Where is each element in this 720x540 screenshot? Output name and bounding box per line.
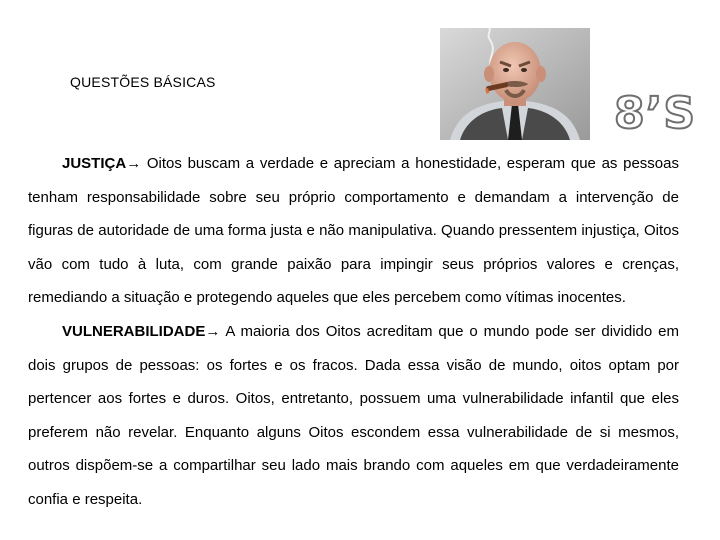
paragraph-text: Oitos buscam a verdade e apreciam a honestidade, esperam que as pessoas tenham responsabilidade sobre seu próprio comportamento e demandam a intervenção de figuras de autoridade de uma forma justa e não manipulativa. Quando pressentem injustiça, Oitos vão com tudo à luta, com grande paixão para impingir seus próprios valores e crenças, remediando a situação e protegendo aqueles que eles percebem como vítimas inocentes. [28,155,679,307]
arrow-icon: → [205,322,221,340]
paragraph-vulnerabilidade [28,315,679,517]
photo-illustration [440,28,590,140]
body-text [28,147,679,517]
paragraph-text: A maioria dos Oitos acreditam que o mundo pode ser dividido em dois grupos de pessoas: os fortes e os fracos. Dada essa visão de mundo, oitos optam por pertencer aos fortes e duros. Oitos, entretanto, possuem uma vulnerabilidade infantil que eles preferem não revelar. Enquanto alguns Oitos escondem essa vulnerabilidade de si mesmos, outros dispõem-se a compartilhar seu lado mais brando com aqueles em que verdadeiramente confia e respeita. [28,322,679,508]
section-heading: QUESTÕES BÁSICAS [70,74,216,90]
paragraph-justica [28,147,679,315]
arrow-icon: → [126,155,142,172]
man-with-cigar-photo [440,28,590,140]
paragraph-term: VULNERABILIDADE [62,322,206,340]
paragraph-term: JUSTIÇA [62,155,127,172]
corner-label: 8’S [614,88,697,139]
